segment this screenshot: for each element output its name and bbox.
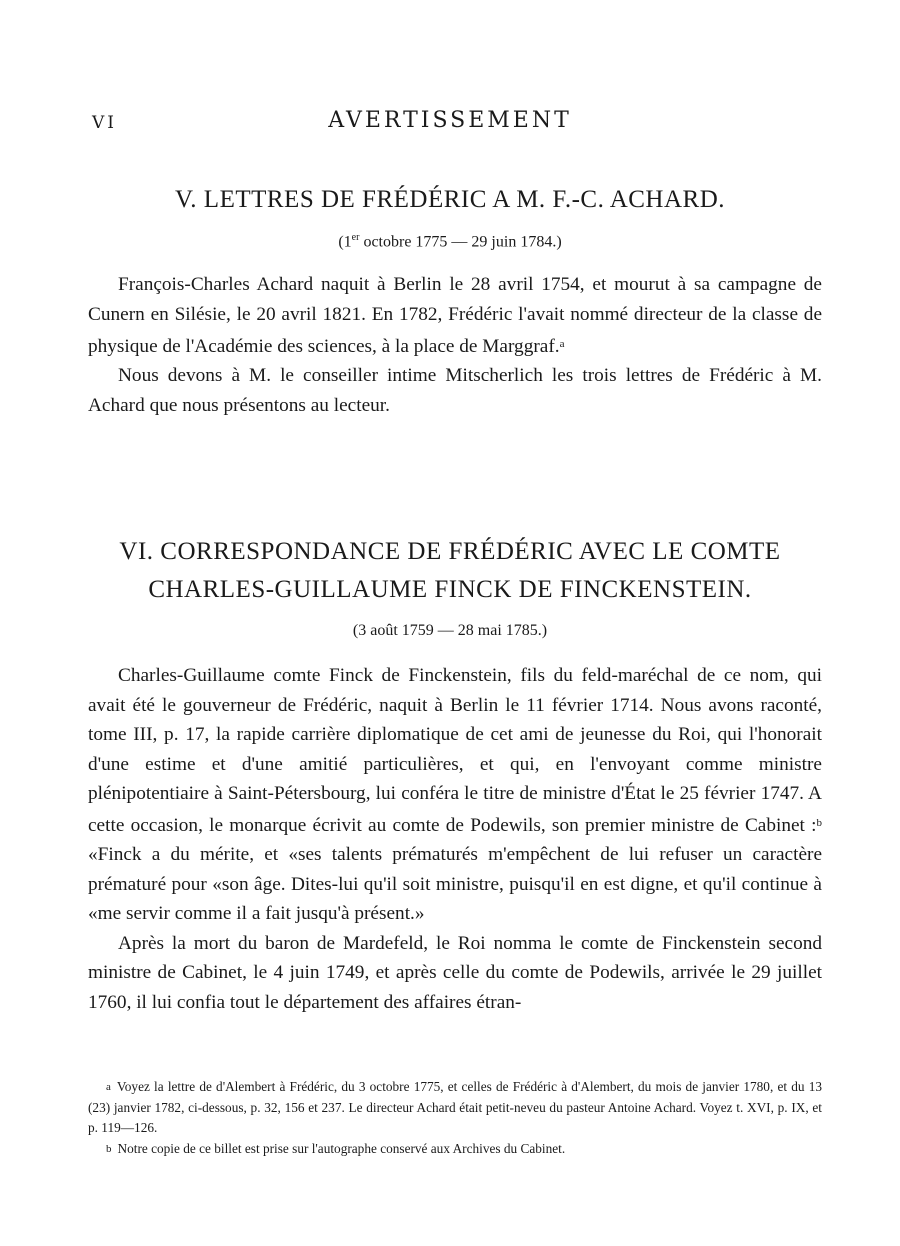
- footnote-ref-b[interactable]: b: [816, 816, 822, 829]
- section-v-title: V. LETTRES DE FRÉDÉRIC A M. F.-C. ACHARD.: [174, 186, 726, 213]
- page-number: VI: [92, 113, 117, 133]
- section-vi-dates: (3 août 1759 — 28 mai 1785.): [352, 622, 548, 639]
- paragraph: Après la mort du baron de Mardefeld, le Roi nomma le comte de Finckenstein second ministre de Cabinet, le 4 juin 1749, et après celle du comte de Podewils, arrivée le 29 juillet 1760, il lui confia tout le département des affaires étran-: [88, 932, 822, 1013]
- footnote-b: b Notre copie de ce billet est prise sur l'autographe conservé aux Archives du Cabinet.: [106, 1141, 566, 1157]
- paragraph: François-Charles Achard naquit à Berlin le 28 avril 1754, et mourut à sa campagne de Cunern en Silésie, le 20 avril 1821. En 1782, Frédéric l'avait nommé directeur de la classe de physique de l'Académie des sciences, à la place de Marggraf.$^a$: [88, 274, 822, 357]
- paragraph: Charles-Guillaume comte Finck de Finckenstein, fils du feld-maréchal de ce nom, qui avait été le gouverneur de Frédéric, naquit à Berlin le 11 février 1714. Nous avons raconté, tome III, p. 17, la rapide carrière diplomatique de cet ami de jeunesse du Roi, qui l'honorait d'une estime et d'une amitié particulières, et qui, en l'envoyant comme ministre plénipotentiaire à Saint-Pétersbourg, lui conféra le titre de ministre d'État le 25 février 1747. A cette occasion, le monarque écrivit au comte de Podewils, son premier ministre de Cabinet :$^b$ «Finck a du mérite, et «ses talents prématurés m'empêchent de lui refuser un caractère prématuré pour «son âge. Dites-lui qu'il soit ministre, puisqu'il en est digne, et qu'il continue à «me servir comme il a fait jusqu'à présent.»: [88, 665, 822, 924]
- section-v-dates: (1er octobre 1775 — 29 juin 1784.): [338, 232, 562, 251]
- footnotes: [88, 1077, 822, 1160]
- footnote-ref-a[interactable]: a: [559, 337, 565, 350]
- paragraph: Nous devons à M. le conseiller intime Mitscherlich les trois lettres de Frédéric à M. Achard que nous présentons au lecteur.: [88, 365, 822, 417]
- section-v-body: [88, 270, 822, 421]
- section-vi-title-line2: CHARLES-GUILLAUME FINCK DE FINCKENSTEIN.: [148, 576, 752, 603]
- running-head: AVERTISSEMENT: [328, 108, 572, 133]
- section-vi-body: [88, 661, 822, 1017]
- section-vi-title-line1: VI. CORRESPONDANCE DE FRÉDÉRIC AVEC LE COMTE: [119, 538, 781, 565]
- footnote-a: a Voyez la lettre de d'Alembert à Frédéric, du 3 octobre 1775, et celles de Frédéric à d'Alembert, du mois de janvier 1780, et du 13 (23) janvier 1782, ci-dessous, p. 32, 156 et 237. Le directeur Achard était petit-neveu du pasteur Antoine Achard. Voyez t. XVI, p. IX, et p. 119—126.: [88, 1079, 822, 1136]
